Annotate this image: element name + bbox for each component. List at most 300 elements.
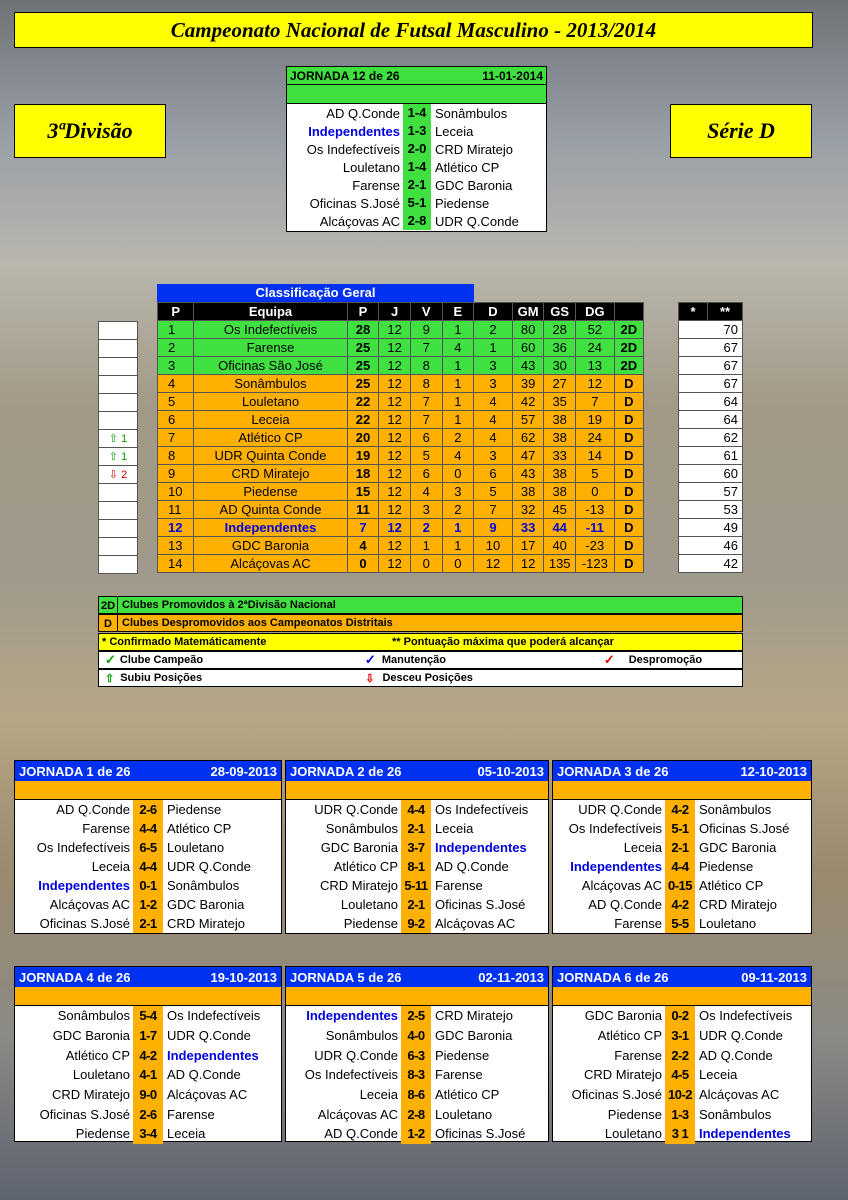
- standings-j: 12: [379, 519, 411, 537]
- score: 1-4: [403, 104, 431, 122]
- featured-round: [286, 66, 547, 232]
- round-date: 19-10-2013: [210, 969, 277, 985]
- score: 4-2: [133, 1045, 163, 1065]
- standings-tag: D: [614, 375, 643, 393]
- standings-header-cell: V: [410, 303, 442, 321]
- game-row: [553, 857, 811, 876]
- away-team: UDR Q.Conde: [167, 859, 251, 874]
- standings-pts: 22: [347, 393, 379, 411]
- game-row: [553, 800, 811, 819]
- standings-gs: 38: [544, 465, 576, 483]
- standings-v: 9: [410, 321, 442, 339]
- standings-e: 2: [442, 429, 474, 447]
- standings-pos: 9: [158, 465, 194, 483]
- standings-gm: 33: [512, 519, 544, 537]
- movement-row: [99, 429, 138, 447]
- movement-indicator: [99, 321, 138, 339]
- standings-gs: 38: [544, 483, 576, 501]
- check-icon: ✓: [603, 652, 615, 667]
- standings-gs: 38: [544, 429, 576, 447]
- game-row: [15, 800, 281, 819]
- score: 2-1: [133, 914, 163, 933]
- standings-gm: 57: [512, 411, 544, 429]
- legend-notes: [98, 633, 743, 651]
- max-confirmed: [679, 411, 708, 429]
- home-team: AD Q.Conde: [588, 897, 662, 912]
- score: 1-2: [401, 1124, 431, 1144]
- standings-gs: 35: [544, 393, 576, 411]
- away-team: AD Q.Conde: [699, 1047, 773, 1063]
- max-row: [679, 537, 743, 555]
- standings-team: Atlético CP: [194, 429, 347, 447]
- max-row: [679, 447, 743, 465]
- standings-pts: 25: [347, 375, 379, 393]
- game-row: [15, 838, 281, 857]
- away-team: UDR Q.Conde: [699, 1028, 783, 1044]
- max-points: 53: [708, 501, 743, 519]
- standings-pts: 28: [347, 321, 379, 339]
- home-team: Sonâmbulos: [325, 821, 398, 836]
- home-team: Sonâmbulos: [325, 1028, 398, 1044]
- standings-team: Os Indefectíveis: [194, 321, 347, 339]
- standings-pos: 12: [158, 519, 194, 537]
- standings-gs: 27: [544, 375, 576, 393]
- standings-gs: 36: [544, 339, 576, 357]
- game-row: [286, 876, 548, 895]
- standings-title: Classificação Geral: [157, 284, 474, 302]
- standings-gm: 32: [512, 501, 544, 519]
- standings-d: 1: [474, 339, 513, 357]
- game-row: [15, 1104, 281, 1124]
- standings-pts: 18: [347, 465, 379, 483]
- game-row: [553, 1065, 811, 1085]
- standings-dg: 0: [576, 483, 615, 501]
- max-confirmed: [679, 375, 708, 393]
- standings-tag: D: [614, 429, 643, 447]
- away-team: Alcáçovas AC: [167, 1087, 248, 1103]
- home-team: Piedense: [343, 916, 398, 931]
- standings-gm: 60: [512, 339, 544, 357]
- standings-dg: -23: [576, 537, 615, 555]
- standings-pos: 6: [158, 411, 194, 429]
- standings-gm: 38: [512, 483, 544, 501]
- game-row: [15, 914, 281, 933]
- standings-team: Farense: [194, 339, 347, 357]
- max-row: [679, 519, 743, 537]
- legend-promoted-text: Clubes Promovidos à 2ªDivisão Nacional: [122, 599, 336, 611]
- game-row: [287, 158, 546, 176]
- round-subheader: [286, 987, 548, 1006]
- round-label: JORNADA 5 de 26: [290, 969, 402, 985]
- standings-j: 12: [379, 375, 411, 393]
- standings-v: 6: [410, 429, 442, 447]
- standings-team: UDR Quinta Conde: [194, 447, 347, 465]
- away-team: Leceia: [167, 1126, 206, 1142]
- away-team: Leceia: [699, 1067, 738, 1083]
- max-confirmed: [679, 465, 708, 483]
- table-row: [158, 375, 644, 393]
- standings-v: 5: [410, 447, 442, 465]
- standings-dg: 7: [576, 393, 615, 411]
- away-team: Os Indefectíveis: [435, 802, 529, 817]
- round-label: JORNADA 3 de 26: [557, 763, 669, 779]
- max-points: 64: [708, 393, 743, 411]
- home-team: CRD Miratejo: [583, 1067, 662, 1083]
- standings-gm: 47: [512, 447, 544, 465]
- away-team: UDR Q.Conde: [167, 1028, 251, 1044]
- home-team: UDR Q.Conde: [314, 1047, 398, 1063]
- legend-status: [98, 651, 743, 669]
- max-confirmed: [679, 339, 708, 357]
- max-row: [679, 501, 743, 519]
- game-row: [286, 819, 548, 838]
- game-row: [287, 194, 546, 212]
- game-row: [15, 1045, 281, 1065]
- movement-row: [99, 555, 138, 573]
- away-team: Piedense: [435, 195, 490, 211]
- standings-team: Sonâmbulos: [194, 375, 347, 393]
- standings-j: 12: [379, 465, 411, 483]
- movement-indicator: [99, 375, 138, 393]
- featured-round-header: [287, 67, 546, 85]
- max-points: 70: [708, 321, 743, 339]
- legend-relegation: Despromoção: [628, 654, 703, 666]
- max-row: [679, 339, 743, 357]
- score: 4-4: [133, 819, 163, 838]
- away-team: Oficinas S.José: [435, 897, 526, 912]
- standings-header-cell: DG: [576, 303, 615, 321]
- max-confirmed: [679, 357, 708, 375]
- game-row: [286, 1045, 548, 1065]
- round-subheader: [553, 987, 811, 1006]
- standings-e: 1: [442, 411, 474, 429]
- home-team: Farense: [82, 821, 130, 836]
- standings-j: 12: [379, 483, 411, 501]
- standings-pts: 11: [347, 501, 379, 519]
- standings-j: 12: [379, 357, 411, 375]
- max-points: 67: [708, 375, 743, 393]
- round-date: 28-09-2013: [210, 763, 277, 779]
- score: 4-2: [665, 895, 695, 914]
- movement-row: [99, 321, 138, 339]
- movement-indicator: [99, 519, 138, 537]
- standings-header-cell: E: [442, 303, 474, 321]
- standings-pts: 25: [347, 339, 379, 357]
- score: 6-5: [133, 838, 163, 857]
- standings-pts: 7: [347, 519, 379, 537]
- game-row: [287, 140, 546, 158]
- movement-indicator: ⇩ 2: [99, 465, 138, 483]
- standings-team: Alcáçovas AC: [194, 555, 347, 573]
- standings-v: 8: [410, 357, 442, 375]
- game-row: [286, 1026, 548, 1046]
- standings-e: 1: [442, 519, 474, 537]
- score: 6-3: [401, 1045, 431, 1065]
- away-team: Atlético CP: [167, 821, 232, 836]
- away-team: UDR Q.Conde: [435, 213, 519, 229]
- standings-header-cell: P: [347, 303, 379, 321]
- movement-indicator: [99, 411, 138, 429]
- standings-pts: 4: [347, 537, 379, 555]
- standings-v: 3: [410, 501, 442, 519]
- away-team: GDC Baronia: [699, 840, 777, 855]
- standings-e: 1: [442, 375, 474, 393]
- standings-j: 12: [379, 501, 411, 519]
- home-team: Independentes: [38, 878, 130, 893]
- standings-d: 2: [474, 321, 513, 339]
- movement-indicator: [99, 357, 138, 375]
- home-team: Atlético CP: [597, 1028, 662, 1044]
- home-team: Leceia: [91, 859, 130, 874]
- game-row: [286, 1065, 548, 1085]
- movement-row: [99, 375, 138, 393]
- standings-dg: 19: [576, 411, 615, 429]
- away-team: GDC Baronia: [167, 897, 245, 912]
- featured-round-subheader: [287, 85, 546, 104]
- score: 1-3: [403, 122, 431, 140]
- score: 2-1: [401, 895, 431, 914]
- away-team: Alcáçovas AC: [435, 916, 516, 931]
- standings-e: 1: [442, 357, 474, 375]
- away-team: AD Q.Conde: [167, 1067, 241, 1083]
- round-subheader: [15, 987, 281, 1006]
- game-row: [15, 1065, 281, 1085]
- standings-e: 0: [442, 555, 474, 573]
- table-row: [158, 429, 644, 447]
- standings-header-cell: GS: [544, 303, 576, 321]
- standings-tag: D: [614, 411, 643, 429]
- table-row: [158, 411, 644, 429]
- movement-column: [98, 302, 138, 574]
- home-team: AD Q.Conde: [326, 105, 400, 121]
- game-row: [15, 876, 281, 895]
- standings-team: Louletano: [194, 393, 347, 411]
- standings-e: 0: [442, 465, 474, 483]
- away-team: Atlético CP: [699, 878, 764, 893]
- score: 8-1: [401, 857, 431, 876]
- max-points: 46: [708, 537, 743, 555]
- home-team: Oficinas S.José: [39, 916, 130, 931]
- home-team: UDR Q.Conde: [578, 802, 662, 817]
- round-subheader: [286, 781, 548, 800]
- max-confirmed: [679, 429, 708, 447]
- home-team: Alcáçovas AC: [581, 878, 662, 893]
- standings-gm: 80: [512, 321, 544, 339]
- score: 8-3: [401, 1065, 431, 1085]
- score: 4-4: [401, 800, 431, 819]
- score: 4-5: [665, 1065, 695, 1085]
- page-title: Campeonato Nacional de Futsal Masculino - 2013/2014: [14, 12, 813, 48]
- home-team: GDC Baronia: [584, 1008, 662, 1024]
- score: 1-7: [133, 1026, 163, 1046]
- home-team: Oficinas S.José: [571, 1087, 662, 1103]
- score: 2-1: [401, 819, 431, 838]
- standings-gm: 42: [512, 393, 544, 411]
- standings-d: 4: [474, 429, 513, 447]
- standings-pos: 7: [158, 429, 194, 447]
- home-team: GDC Baronia: [320, 840, 398, 855]
- home-team: Independentes: [306, 1008, 398, 1024]
- score: 1-3: [665, 1104, 695, 1124]
- legend-champion: Clube Campeão: [119, 654, 204, 666]
- movement-row: [99, 393, 138, 411]
- max-confirmed: [679, 519, 708, 537]
- max-confirmed: [679, 483, 708, 501]
- legend-promoted-tag: 2D: [99, 597, 118, 613]
- legend-max-points: ** Pontuação máxima que poderá alcançar: [392, 636, 614, 648]
- standings-pos: 3: [158, 357, 194, 375]
- standings-gs: 33: [544, 447, 576, 465]
- game-row: [286, 1085, 548, 1105]
- table-row: [158, 357, 644, 375]
- standings-e: 4: [442, 339, 474, 357]
- round-box: [14, 760, 282, 934]
- movement-row: [99, 411, 138, 429]
- legend-up: Subiu Posições: [120, 672, 203, 684]
- standings-header-cell: GM: [512, 303, 544, 321]
- standings-tag: 2D: [614, 339, 643, 357]
- round-label: JORNADA 6 de 26: [557, 969, 669, 985]
- standings-d: 3: [474, 357, 513, 375]
- standings-j: 12: [379, 321, 411, 339]
- game-row: [287, 104, 546, 122]
- round-header: [15, 761, 281, 781]
- away-team: Leceia: [435, 123, 474, 139]
- standings-pos: 11: [158, 501, 194, 519]
- standings-d: 4: [474, 393, 513, 411]
- max-header-star: *: [679, 303, 708, 321]
- table-row: [158, 519, 644, 537]
- max-row: [679, 429, 743, 447]
- home-team: Farense: [352, 177, 400, 193]
- home-team: Independentes: [308, 123, 400, 139]
- round-header: [286, 761, 548, 781]
- game-row: [286, 895, 548, 914]
- table-row: [158, 321, 644, 339]
- movement-row: [99, 537, 138, 555]
- standings-tag: D: [614, 393, 643, 411]
- max-points: 61: [708, 447, 743, 465]
- round-subheader: [15, 781, 281, 800]
- home-team: Os Indefectíveis: [304, 1067, 398, 1083]
- standings-tag: D: [614, 483, 643, 501]
- standings-e: 1: [442, 321, 474, 339]
- away-team: Louletano: [699, 916, 757, 931]
- home-team: Atlético CP: [333, 859, 398, 874]
- standings-gs: 44: [544, 519, 576, 537]
- standings-gs: 30: [544, 357, 576, 375]
- standings-tag: 2D: [614, 321, 643, 339]
- away-team: Alcáçovas AC: [699, 1087, 780, 1103]
- game-row: [553, 895, 811, 914]
- standings-pos: 14: [158, 555, 194, 573]
- score: 2-6: [133, 1104, 163, 1124]
- game-row: [286, 1124, 548, 1144]
- standings-e: 4: [442, 447, 474, 465]
- standings-d: 6: [474, 465, 513, 483]
- score: 2-1: [403, 176, 431, 194]
- away-team: Piedense: [699, 859, 754, 874]
- round-box: [552, 760, 812, 934]
- home-team: Independentes: [570, 859, 662, 874]
- table-row: [158, 501, 644, 519]
- max-points: 64: [708, 411, 743, 429]
- home-team: Alcáçovas AC: [319, 213, 400, 229]
- division-label: 3ªDivisão: [14, 104, 166, 158]
- game-row: [287, 176, 546, 194]
- away-team: CRD Miratejo: [435, 141, 514, 157]
- standings-dg: -13: [576, 501, 615, 519]
- home-team: Louletano: [72, 1067, 130, 1083]
- score: 4-0: [401, 1026, 431, 1046]
- standings-gm: 39: [512, 375, 544, 393]
- featured-round-label: JORNADA 12 de 26: [290, 68, 400, 83]
- standings-dg: 13: [576, 357, 615, 375]
- away-team: Independentes: [167, 1047, 259, 1063]
- standings-pos: 5: [158, 393, 194, 411]
- standings-team: Leceia: [194, 411, 347, 429]
- home-team: GDC Baronia: [52, 1028, 130, 1044]
- round-header: [553, 761, 811, 781]
- game-row: [15, 895, 281, 914]
- away-team: CRD Miratejo: [699, 897, 778, 912]
- max-confirmed: [679, 555, 708, 573]
- standings-gm: 12: [512, 555, 544, 573]
- home-team: Alcáçovas AC: [317, 1106, 398, 1122]
- round-box: [285, 760, 549, 934]
- home-team: Louletano: [340, 897, 398, 912]
- score: 3-7: [401, 838, 431, 857]
- game-row: [553, 1026, 811, 1046]
- max-row: [679, 357, 743, 375]
- max-confirmed: [679, 537, 708, 555]
- movement-indicator: [99, 555, 138, 573]
- home-team: CRD Miratejo: [51, 1087, 130, 1103]
- table-row: [158, 393, 644, 411]
- home-team: Leceia: [359, 1087, 398, 1103]
- max-header-double-star: **: [708, 303, 743, 321]
- standings-gs: 135: [544, 555, 576, 573]
- round-date: 12-10-2013: [740, 763, 807, 779]
- standings-v: 1: [410, 537, 442, 555]
- score: 1-2: [133, 895, 163, 914]
- score: 0-15: [665, 876, 695, 895]
- score: 5-5: [665, 914, 695, 933]
- round-date: 05-10-2013: [477, 763, 544, 779]
- round-header: [553, 967, 811, 987]
- round-date: 09-11-2013: [741, 969, 807, 985]
- max-row: [679, 375, 743, 393]
- standings-v: 7: [410, 339, 442, 357]
- round-header: [15, 967, 281, 987]
- away-team: Independentes: [435, 840, 527, 855]
- standings-d: 9: [474, 519, 513, 537]
- away-team: Os Indefectíveis: [167, 1008, 261, 1024]
- standings-tag: 2D: [614, 357, 643, 375]
- score: 5-1: [403, 194, 431, 212]
- away-team: Louletano: [435, 1106, 493, 1122]
- home-team: CRD Miratejo: [319, 878, 398, 893]
- movement-header-row: [99, 302, 138, 321]
- away-team: Atlético CP: [435, 1087, 500, 1103]
- standings-dg: 5: [576, 465, 615, 483]
- score: 3 1: [665, 1124, 695, 1144]
- max-points: 60: [708, 465, 743, 483]
- away-team: CRD Miratejo: [167, 916, 246, 931]
- max-header-row: [679, 303, 743, 321]
- away-team: Sonâmbulos: [435, 105, 508, 121]
- movement-row: [99, 447, 138, 465]
